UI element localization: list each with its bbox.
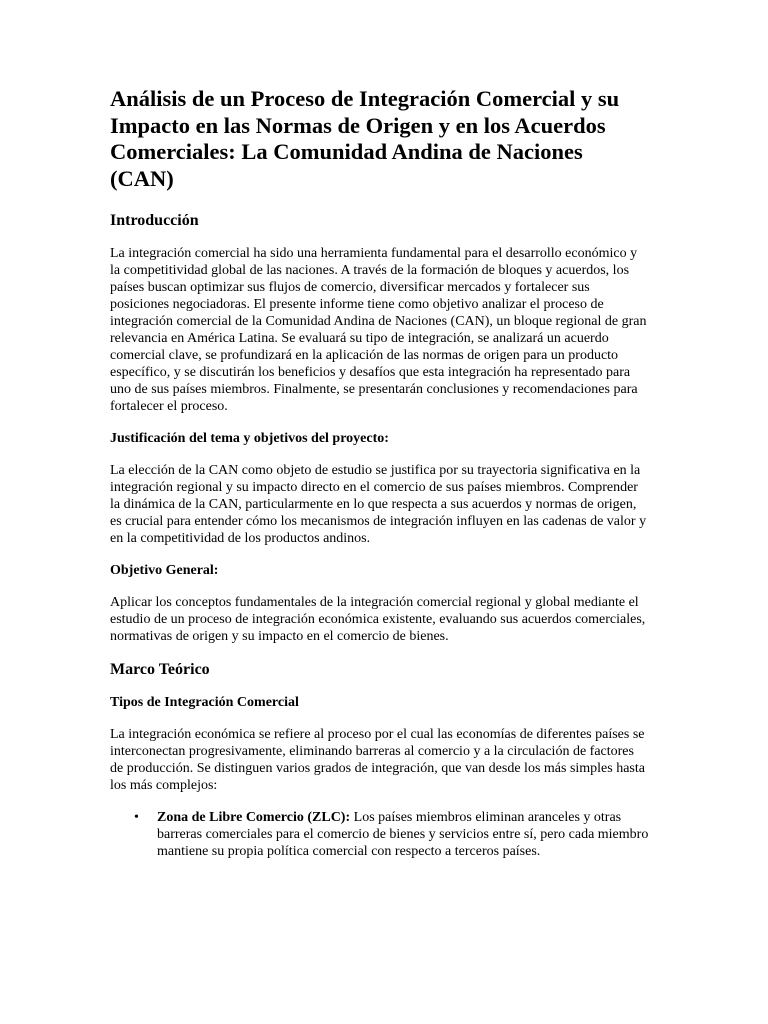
justification-paragraph: La elección de la CAN como objeto de estudio se justifica por su trayectoria significativa en la integración regional y su impacto directo en el comercio de sus países miembros. Comprender la dinámica de la CAN, particularmente en lo que respecta a sus acuerdos y normas de origen, es crucial para entender cómo los mecanismos de integración influyen en las cadenas de valor y en la competitividad de los productos andinos.	[110, 463, 647, 546]
theoretical-framework-heading: Marco Teórico	[110, 661, 210, 678]
introduction-paragraph: La integración comercial ha sido una herramienta fundamental para el desarrollo económico y la competitividad global de las naciones. A través de la formación de bloques y acuerdos, los países buscan optimizar sus flujos de comercio, diversificar mercados y fortalecer sus posiciones negociadoras. El presente informe tiene como objetivo analizar el proceso de integración comercial de la Comunidad Andina de Naciones (CAN), un bloque regional de gran relevancia en América Latina. Se evaluará su tipo de integración, se analizará un acuerdo comercial clave, se profundizará en la aplicación de las normas de origen para un producto específico, y se discutirán los beneficios y desafíos que esta integración ha representado para uno de sus países miembros. Finalmente, se presentarán conclusiones y recomendaciones para fortalecer el proceso.	[110, 246, 647, 414]
document-title: Análisis de un Proceso de Integración Comercial y su Impacto en las Normas de Origen y en los Acuerdos Comerciales: La Comunidad Andina de Naciones (CAN)	[110, 86, 620, 191]
integration-types-paragraph: La integración económica se refiere al proceso por el cual las economías de diferentes países se interconectan progresivamente, eliminando barreras al comercio y a la circulación de factores de producción. Se distinguen varios grados de integración, que van desde los más simples hasta los más complejos:	[110, 727, 645, 793]
justification-heading: Justificación del tema y objetivos del proyecto:	[110, 431, 389, 446]
document-page	[110, 86, 650, 860]
list-item	[134, 809, 650, 860]
integration-types-heading: Tipos de Integración Comercial	[110, 695, 299, 710]
bullet-icon: •	[134, 810, 139, 825]
integration-types-list	[110, 809, 650, 860]
general-objective-paragraph: Aplicar los conceptos fundamentales de la integración comercial regional y global mediante el estudio de un proceso de integración económica existente, evaluando sus acuerdos comerciales, normativas de origen y su impacto en el comercio de bienes.	[110, 595, 646, 644]
introduction-heading: Introducción	[110, 212, 199, 229]
general-objective-heading: Objetivo General:	[110, 563, 219, 578]
list-item-text: Los países miembros eliminan aranceles y otras barreras comerciales para el comercio de bienes y servicios entre sí, pero cada miembro mantiene su propia política comercial con respecto a terceros países.	[157, 810, 649, 859]
list-item-term: Zona de Libre Comercio (ZLC):	[157, 810, 351, 825]
